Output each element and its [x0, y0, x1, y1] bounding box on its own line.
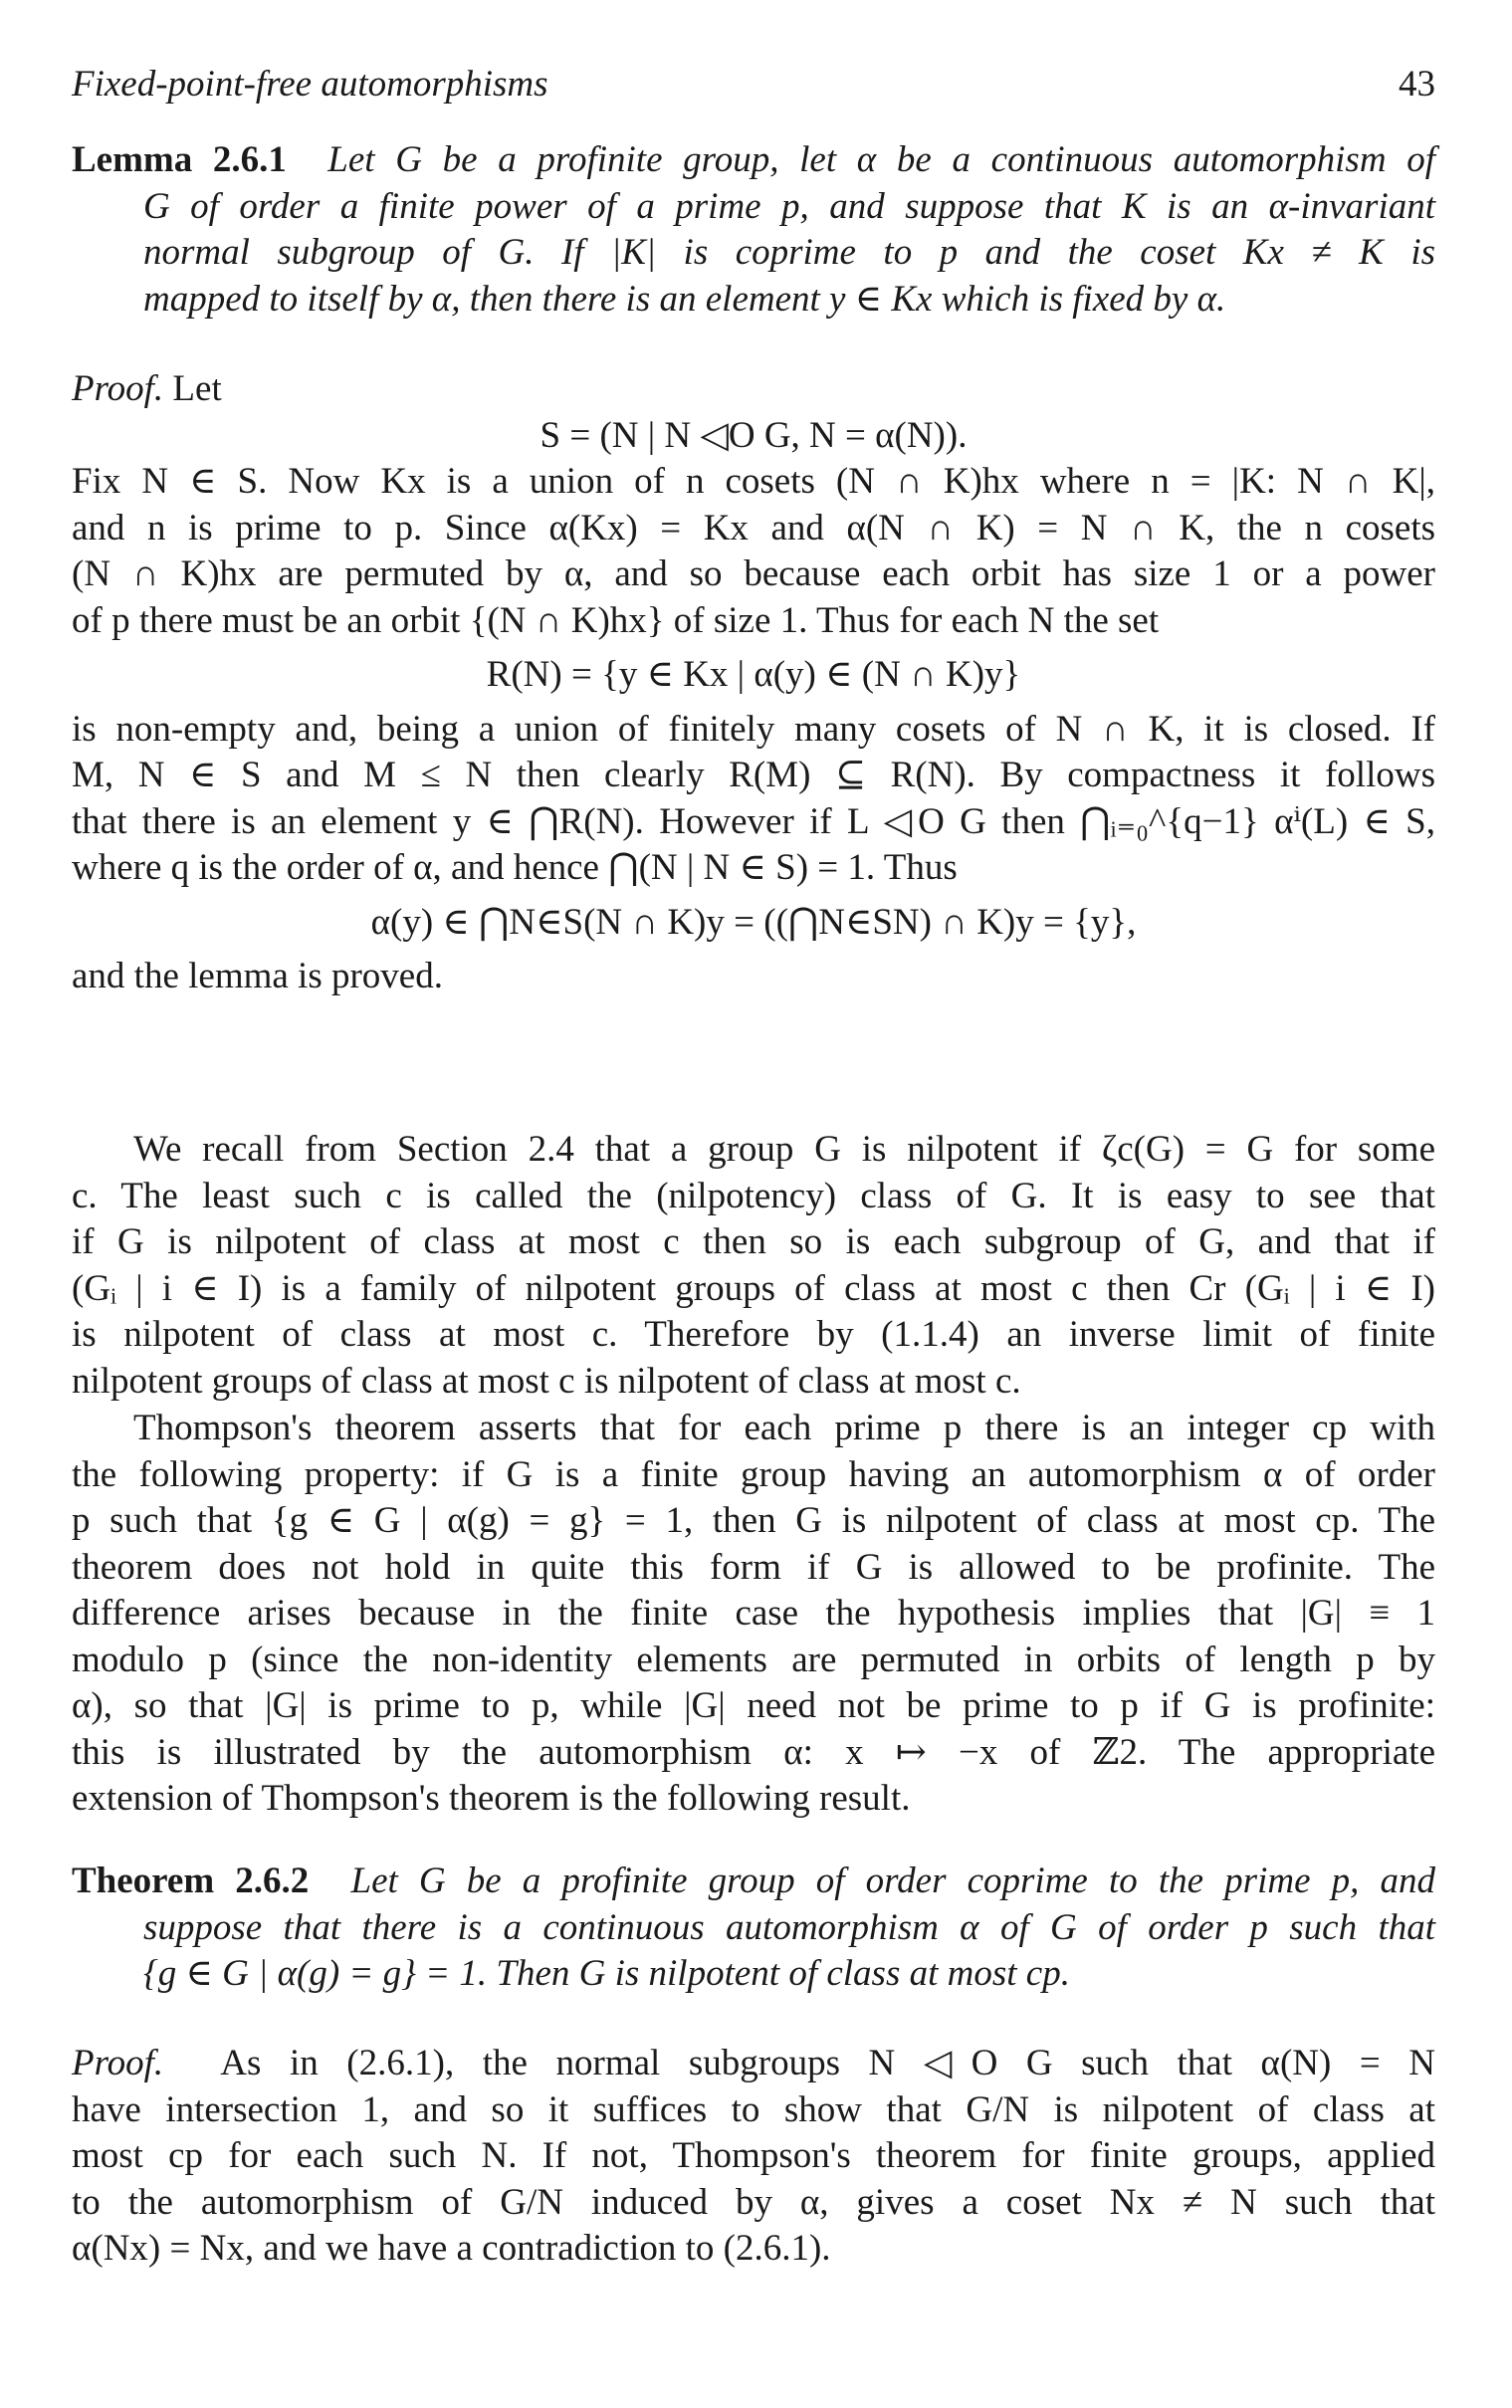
- text-line: is nilpotent of class at most c. Therefore by (1.1.4) an inverse limit of finite: [72, 1314, 1435, 1355]
- proof-line: α(Nx) = Nx, and we have a contradiction to (2.6.1).: [72, 2228, 831, 2269]
- proof-line: Proof. As in (2.6.1), the normal subgroups N ◁O G such that α(N) = N: [72, 2043, 1436, 2083]
- proof-label: Proof.: [72, 2043, 164, 2083]
- text-line: c. The least such c is called the (nilpotency) class of G. It is easy to see that: [72, 1175, 1435, 1216]
- lemma-heading: Lemma 2.6.1: [72, 139, 287, 180]
- text-line: difference arises because in the finite case the hypothesis implies that |G| ≡ 1: [72, 1593, 1435, 1634]
- theorem-line: {g ∈ G | α(g) = g} = 1. Then G is nilpotent of class at most cp.: [143, 1953, 1070, 1994]
- text-line: the following property: if G is a finite group having an automorphism α of order: [72, 1453, 1435, 1495]
- text-line: Thompson's theorem asserts that for each prime p there is an integer cp with: [133, 1408, 1435, 1448]
- proof-start: Proof. Let: [72, 368, 222, 409]
- text-line: nilpotent groups of class at most c is nilpotent of class at most c.: [72, 1360, 1021, 1402]
- paragraph-thompson: [72, 1406, 1435, 1823]
- proof-line: of p there must be an orbit {(N ∩ K)hx} of size 1. Thus for each N the set: [72, 599, 1160, 641]
- paragraph-nilpotent: [72, 1127, 1435, 1405]
- proof-line: where q is the order of α, and hence ⋂(N | N ∈ S) = 1. Thus: [72, 847, 958, 888]
- text-line: α), so that |G| is prime to p, while |G| need not be prime to p if G is profinite:: [72, 1685, 1435, 1726]
- lemma-line: normal subgroup of G. If |K| is coprime to p and the coset Kx ≠ K is: [143, 232, 1435, 273]
- equation-r: R(N) = {y ∈ Kx | α(y) ∈ (N ∩ K)y}: [486, 654, 1021, 695]
- text-line: (Gᵢ | i ∈ I) is a family of nilpotent groups of class at most c then Cr (Gᵢ | i ∈ I): [72, 1267, 1435, 1309]
- proof-line: is non-empty and, being a union of finitely many cosets of N ∩ K, it is closed. If: [72, 708, 1435, 750]
- proof-end: and the lemma is proved.: [72, 956, 443, 996]
- text-line: theorem does not hold in quite this form if G is allowed to be profinite. The: [72, 1546, 1435, 1588]
- proof-line: have intersection 1, and so it suffices to show that G/N is nilpotent of class at: [72, 2088, 1435, 2130]
- theorem-2-6-2: [72, 1859, 1435, 1998]
- theorem-proof: [72, 2041, 1435, 2273]
- lemma-line: Lemma 2.6.1 Let G be a profinite group, let α be a continuous automorphism of: [72, 139, 1435, 180]
- equation-alpha: α(y) ∈ ⋂N∈S(N ∩ K)y = ((⋂N∈SN) ∩ K)y = {y},: [370, 901, 1137, 943]
- equation-s: S = (N | N ◁O G, N = α(N)).: [540, 414, 968, 456]
- page-number: 43: [1399, 64, 1435, 105]
- proof-line: M, N ∈ S and M ≤ N then clearly R(M) ⊆ R(N). By compactness it follows: [72, 755, 1435, 795]
- text-line: p such that {g ∈ G | α(g) = g} = 1, then G is nilpotent of class at most cp. The: [72, 1500, 1435, 1541]
- theorem-line: suppose that there is a continuous automorphism α of G of order p such that: [143, 1906, 1435, 1948]
- theorem-heading: Theorem 2.6.2: [72, 1861, 310, 1901]
- proof-line: most cp for each such N. If not, Thompson's theorem for finite groups, applied: [72, 2135, 1435, 2176]
- proof-line: to the automorphism of G/N induced by α, gives a coset Nx ≠ N such that: [72, 2181, 1435, 2223]
- proof-line: (N ∩ K)hx are permuted by α, and so because each orbit has size 1 or a power: [72, 553, 1435, 594]
- proof-line: that there is an element y ∈ ⋂R(N). However if L ◁O G then ⋂ᵢ₌₀^{q−1} αⁱ(L) ∈ S,: [72, 800, 1435, 842]
- proof-line: Fix N ∈ S. Now Kx is a union of n cosets (N ∩ K)hx where n = |K: N ∩ K|,: [72, 461, 1435, 502]
- text-line: if G is nilpotent of class at most c then so is each subgroup of G, and that if: [72, 1221, 1435, 1262]
- lemma-2-6-1: [72, 137, 1435, 323]
- text-line: We recall from Section 2.4 that a group G is nilpotent if ζc(G) = G for some: [133, 1129, 1435, 1170]
- lemma-line: G of order a finite power of a prime p, and suppose that K is an α-invariant: [143, 185, 1435, 227]
- proof-line: and n is prime to p. Since α(Kx) = Kx and α(N ∩ K) = N ∩ K, the n cosets: [72, 507, 1435, 548]
- lemma-proof: [72, 366, 1435, 1000]
- text-line: extension of Thompson's theorem is the following result.: [72, 1778, 911, 1819]
- running-title: Fixed-point-free automorphisms: [72, 64, 548, 105]
- page-header: [72, 62, 1435, 111]
- lemma-line: mapped to itself by α, then there is an element y ∈ Kx which is fixed by α.: [143, 278, 1226, 320]
- theorem-line: Theorem 2.6.2 Let G be a profinite group of order coprime to the prime p, and: [72, 1861, 1435, 1901]
- text-line: this is illustrated by the automorphism α: x ↦ −x of ℤ2. The appropriate: [72, 1731, 1435, 1773]
- text-line: modulo p (since the non-identity elements are permuted in orbits of length p by: [72, 1639, 1435, 1680]
- proof-label: Proof.: [72, 368, 164, 409]
